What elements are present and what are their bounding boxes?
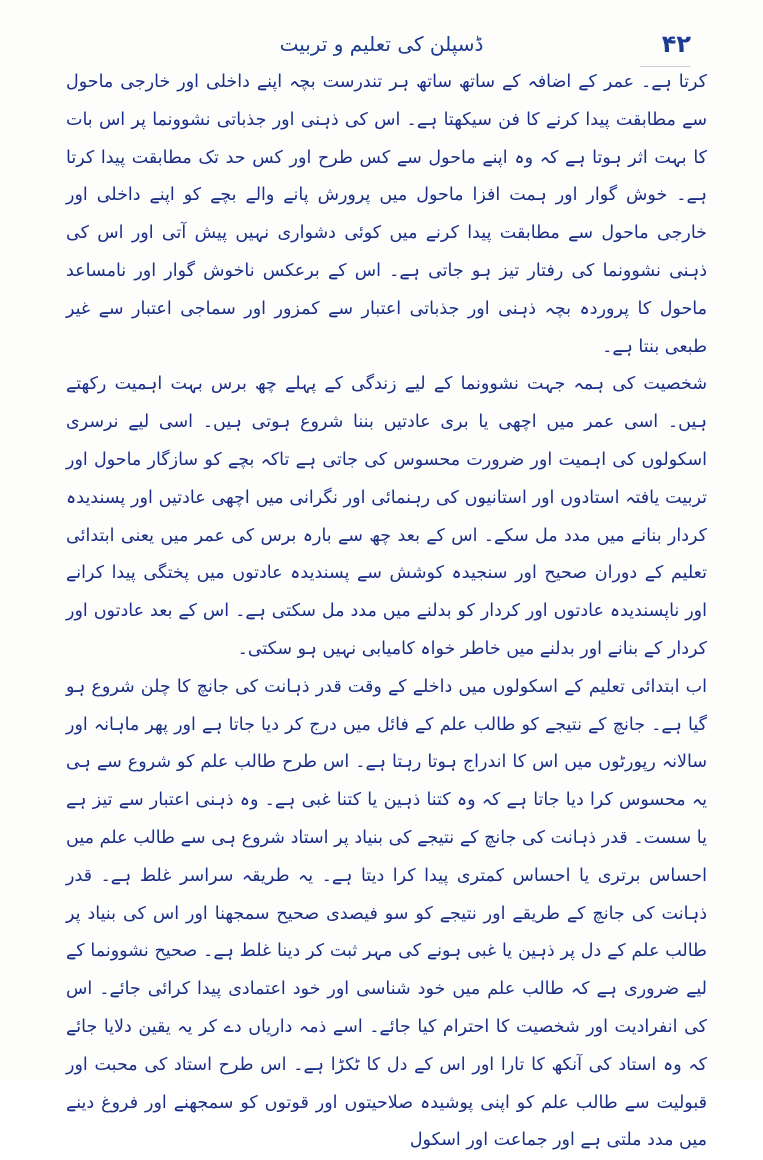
paragraph-2: شخصیت کی ہمہ جہت نشوونما کے لیے زندگی کے پہلے چھ برس بہت اہمیت رکھتے ہیں۔ اسی عمر میں اچھی یا بری عادتیں بننا شروع ہوتی ہیں۔ اسی لیے نرسری اسکولوں کی اہمیت اور ضرورت محسوس کی جاتی ہے تاکہ بچے کو سازگار ماحول اور تربیت یافتہ استادوں اور استانیوں کی رہنمائی اور نگرانی میں اچھی عادتیں اور پسندیدہ کردار بنانے میں مدد مل سکے۔ اس کے بعد چھ سے بارہ برس کی عمر میں یعنی ابتدائی تعلیم کے دوران صحیح اور سنجیدہ کوشش سے پسندیدہ عادتوں میں پختگی پیدا کرانے اور ناپسندیدہ عادتوں اور کردار کو بدلنے میں مدد مل سکتی ہے۔ اس کے بعد عادتوں اور کردار کے بنانے اور بدلنے میں خاطر خواہ کامیابی نہیں ہو سکتی۔ bbox=[66, 374, 707, 659]
body-text bbox=[66, 64, 707, 1160]
page-number: ۴۲ bbox=[661, 30, 691, 58]
page-header bbox=[0, 28, 763, 68]
paragraph-1: کرتا ہے۔ عمر کے اضافہ کے ساتھ ساتھ ہر تندرست بچہ اپنے داخلی اور خارجی ماحول سے مطابقت پیدا کرنے کا فن سیکھتا ہے۔ اس کی ذہنی اور جذباتی نشوونما پر اس بات کا بہت اثر ہوتا ہے کہ وہ اپنے ماحول سے کس طرح اور کس حد تک مطابقت پیدا کرتا ہے۔ خوش گوار اور ہمت افزا ماحول میں پرورش پانے والے بچے کو اپنے داخلی اور خارجی ماحول سے مطابقت پیدا کرنے میں کوئی دشواری نہیں پیش آتی اور اس کی ذہنی نشوونما کی رفتار تیز ہو جاتی ہے۔ اس کے برعکس ناخوش گوار اور نامساعد ماحول کا پروردہ بچہ ذہنی اور جذباتی اعتبار سے کمزور اور سماجی اعتبار سے غیر طبعی بنتا ہے۔ bbox=[66, 72, 707, 357]
paragraph-3: اب ابتدائی تعلیم کے اسکولوں میں داخلے کے وقت قدر ذہانت کی جانچ کا چلن شروع ہو گیا ہے۔ جانچ کے نتیجے کو طالب علم کے فائل میں درج کر دیا جاتا ہے اور پھر ماہانہ اور سالانہ رپورٹوں میں اس کا اندراج ہوتا رہتا ہے۔ اس طرح طالب علم کو شروع سے ہی یہ محسوس کرا دیا جاتا ہے کہ وہ کتنا ذہین یا کتنا غبی ہے۔ وہ ذہنی اعتبار سے تیز ہے یا سست۔ قدر ذہانت کی جانچ کے نتیجے کی بنیاد پر استاد شروع ہی سے طالب علم میں احساس برتری یا احساس کمتری پیدا کرا دیتا ہے۔ یہ طریقہ سراسر غلط ہے۔ قدر ذہانت کی جانچ کے طریقے اور نتیجے کو سو فیصدی صحیح سمجھنا اور اس کی بنیاد پر طالب علم کے دل پر ذہین یا غبی ہونے کی مہر ثبت کر دینا غلط ہے۔ صحیح نشوونما کے لیے ضروری ہے کہ طالب علم میں خود شناسی اور خود اعتمادی پیدا کرائی جائے۔ اس کی انفرادیت اور شخصیت کا احترام کیا جائے۔ اسے ذمہ داریاں دے کر یہ یقین دلایا جائے کہ وہ استاد کی آنکھ کا تارا اور اس کے دل کا ٹکڑا ہے۔ اس طرح استاد کی محبت اور قبولیت سے طالب علم کو اپنی پوشیدہ صلاحیتوں اور قوتوں کو سمجھنے اور فروغ دینے میں مدد ملتی ہے اور جماعت اور اسکول bbox=[66, 676, 707, 1151]
running-title: ڈسپلن کی تعلیم و تربیت bbox=[279, 32, 484, 56]
